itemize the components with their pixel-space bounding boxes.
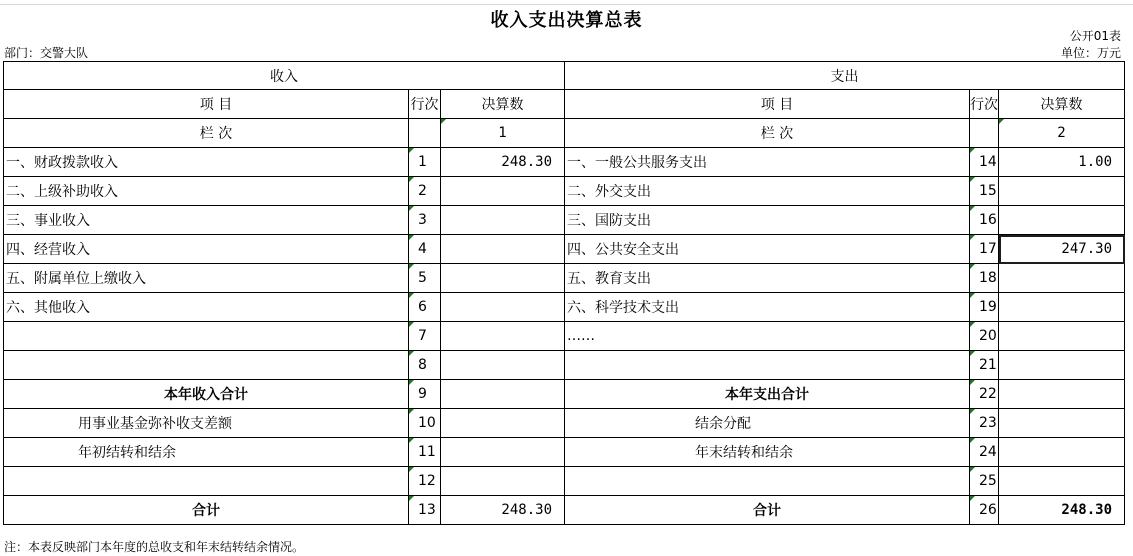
table-row — [4, 496, 1125, 525]
expense-item-cell[interactable]: 五、教育支出 — [565, 264, 970, 293]
expense-row-number[interactable]: 16 — [970, 206, 999, 235]
income-item-cell[interactable]: 本年收入合计 — [4, 380, 409, 409]
column-header-row — [4, 90, 1125, 119]
department-label: 部门：交警大队 — [4, 46, 89, 60]
income-row-number[interactable]: 10 — [409, 409, 441, 438]
expense-amount-cell[interactable] — [999, 467, 1125, 496]
section-header-row — [4, 62, 1125, 90]
income-row-number[interactable]: 8 — [409, 351, 441, 380]
expense-row-number[interactable]: 21 — [970, 351, 999, 380]
income-row-number[interactable]: 13 — [409, 496, 441, 525]
expense-amount-cell[interactable]: 1.00 — [999, 148, 1125, 177]
expense-item-cell[interactable]: 一、一般公共服务支出 — [565, 148, 970, 177]
income-column-index[interactable]: 1 — [441, 119, 565, 148]
expense-item-cell[interactable]: 本年支出合计 — [565, 380, 970, 409]
income-row-number[interactable]: 11 — [409, 438, 441, 467]
expense-row-number[interactable]: 23 — [970, 409, 999, 438]
income-amount-cell[interactable] — [441, 293, 565, 322]
income-item-cell[interactable] — [4, 467, 409, 496]
income-item-header[interactable]: 项 目 — [4, 90, 409, 119]
expense-item-cell[interactable]: …… — [565, 322, 970, 351]
expense-row-number[interactable]: 20 — [970, 322, 999, 351]
expense-section-header[interactable]: 支出 — [565, 62, 1125, 90]
report-title: 收入支出决算总表 — [490, 10, 643, 31]
table-row — [4, 380, 1125, 409]
table-row — [4, 264, 1125, 293]
expense-row-number[interactable]: 22 — [970, 380, 999, 409]
income-row-number[interactable]: 9 — [409, 380, 441, 409]
income-item-cell[interactable]: 二、上级补助收入 — [4, 177, 409, 206]
expense-row-number[interactable]: 24 — [970, 438, 999, 467]
income-item-cell[interactable]: 五、附属单位上缴收入 — [4, 264, 409, 293]
income-row-number[interactable]: 12 — [409, 467, 441, 496]
table-row — [4, 293, 1125, 322]
summary-table — [3, 61, 1125, 525]
expense-amount-header[interactable]: 决算数 — [999, 90, 1125, 119]
income-amount-cell[interactable] — [441, 235, 565, 264]
unit-label: 单位：万元 — [1060, 46, 1121, 60]
spreadsheet-top-edge — [0, 0, 1133, 5]
income-amount-cell[interactable] — [441, 438, 565, 467]
expense-row-number[interactable]: 19 — [970, 293, 999, 322]
income-amount-cell[interactable] — [441, 409, 565, 438]
income-amount-header[interactable]: 决算数 — [441, 90, 565, 119]
expense-row-number[interactable]: 17 — [970, 235, 999, 264]
table-row — [4, 438, 1125, 467]
expense-amount-cell[interactable] — [999, 264, 1125, 293]
income-amount-cell[interactable] — [441, 322, 565, 351]
table-row — [4, 467, 1125, 496]
expense-column-index[interactable]: 2 — [999, 119, 1125, 148]
income-item-cell[interactable]: 一、财政拨款收入 — [4, 148, 409, 177]
expense-rowno-blank[interactable] — [970, 119, 999, 148]
income-item-cell[interactable] — [4, 322, 409, 351]
expense-amount-cell[interactable] — [999, 293, 1125, 322]
income-item-cell[interactable]: 年初结转和结余 — [4, 438, 409, 467]
income-amount-cell[interactable]: 248.30 — [441, 496, 565, 525]
income-item-cell[interactable]: 合计 — [4, 496, 409, 525]
table-row — [4, 206, 1125, 235]
expense-item-cell[interactable]: 二、外交支出 — [565, 177, 970, 206]
income-column-label[interactable]: 栏 次 — [4, 119, 409, 148]
income-rowno-header[interactable]: 行次 — [409, 90, 441, 119]
expense-item-cell[interactable] — [565, 351, 970, 380]
expense-column-label[interactable]: 栏 次 — [565, 119, 970, 148]
column-index-row — [4, 119, 1125, 148]
expense-amount-cell[interactable] — [999, 380, 1125, 409]
expense-row-number[interactable]: 26 — [970, 496, 999, 525]
table-row — [4, 409, 1125, 438]
table-row — [4, 235, 1125, 264]
income-amount-cell[interactable] — [441, 380, 565, 409]
income-row-number[interactable]: 5 — [409, 264, 441, 293]
table-footnote: 注：本表反映部门本年度的总收支和年末结转结余情况。 — [4, 540, 305, 554]
expense-amount-cell[interactable]: 247.30 — [999, 235, 1125, 264]
expense-item-cell[interactable]: 三、国防支出 — [565, 206, 970, 235]
expense-amount-cell[interactable]: 248.30 — [999, 496, 1125, 525]
income-row-number[interactable]: 2 — [409, 177, 441, 206]
expense-item-cell[interactable]: 年末结转和结余 — [565, 438, 970, 467]
table-row — [4, 177, 1125, 206]
expense-item-cell[interactable]: 结余分配 — [565, 409, 970, 438]
expense-amount-cell[interactable] — [999, 177, 1125, 206]
expense-row-number[interactable]: 25 — [970, 467, 999, 496]
income-amount-cell[interactable] — [441, 467, 565, 496]
expense-amount-cell[interactable] — [999, 438, 1125, 467]
expense-item-cell[interactable]: 合计 — [565, 496, 970, 525]
expense-item-cell[interactable]: 四、公共安全支出 — [565, 235, 970, 264]
expense-item-header[interactable]: 项 目 — [565, 90, 970, 119]
income-row-number[interactable]: 6 — [409, 293, 441, 322]
income-row-number[interactable]: 1 — [409, 148, 441, 177]
expense-item-cell[interactable]: 六、科学技术支出 — [565, 293, 970, 322]
expense-row-number[interactable]: 15 — [970, 177, 999, 206]
table-row — [4, 148, 1125, 177]
income-amount-cell[interactable] — [441, 264, 565, 293]
income-amount-cell[interactable] — [441, 351, 565, 380]
income-rowno-blank[interactable] — [409, 119, 441, 148]
table-row — [4, 351, 1125, 380]
income-row-number[interactable]: 7 — [409, 322, 441, 351]
income-item-cell[interactable]: 用事业基金弥补收支差额 — [4, 409, 409, 438]
expense-amount-cell[interactable] — [999, 206, 1125, 235]
income-item-cell[interactable] — [4, 351, 409, 380]
income-amount-cell[interactable]: 248.30 — [441, 148, 565, 177]
expense-row-number[interactable]: 18 — [970, 264, 999, 293]
expense-item-cell[interactable] — [565, 467, 970, 496]
expense-amount-cell[interactable] — [999, 322, 1125, 351]
expense-amount-cell[interactable] — [999, 351, 1125, 380]
expense-rowno-header[interactable]: 行次 — [970, 90, 999, 119]
income-item-cell[interactable]: 六、其他收入 — [4, 293, 409, 322]
expense-row-number[interactable]: 14 — [970, 148, 999, 177]
income-section-header[interactable]: 收入 — [4, 62, 565, 90]
income-row-number[interactable]: 3 — [409, 206, 441, 235]
income-item-cell[interactable]: 四、经营收入 — [4, 235, 409, 264]
income-item-cell[interactable]: 三、事业收入 — [4, 206, 409, 235]
income-amount-cell[interactable] — [441, 177, 565, 206]
table-row — [4, 322, 1125, 351]
expense-amount-cell[interactable] — [999, 409, 1125, 438]
form-number: 公开01表 — [1069, 29, 1121, 43]
income-row-number[interactable]: 4 — [409, 235, 441, 264]
income-amount-cell[interactable] — [441, 206, 565, 235]
